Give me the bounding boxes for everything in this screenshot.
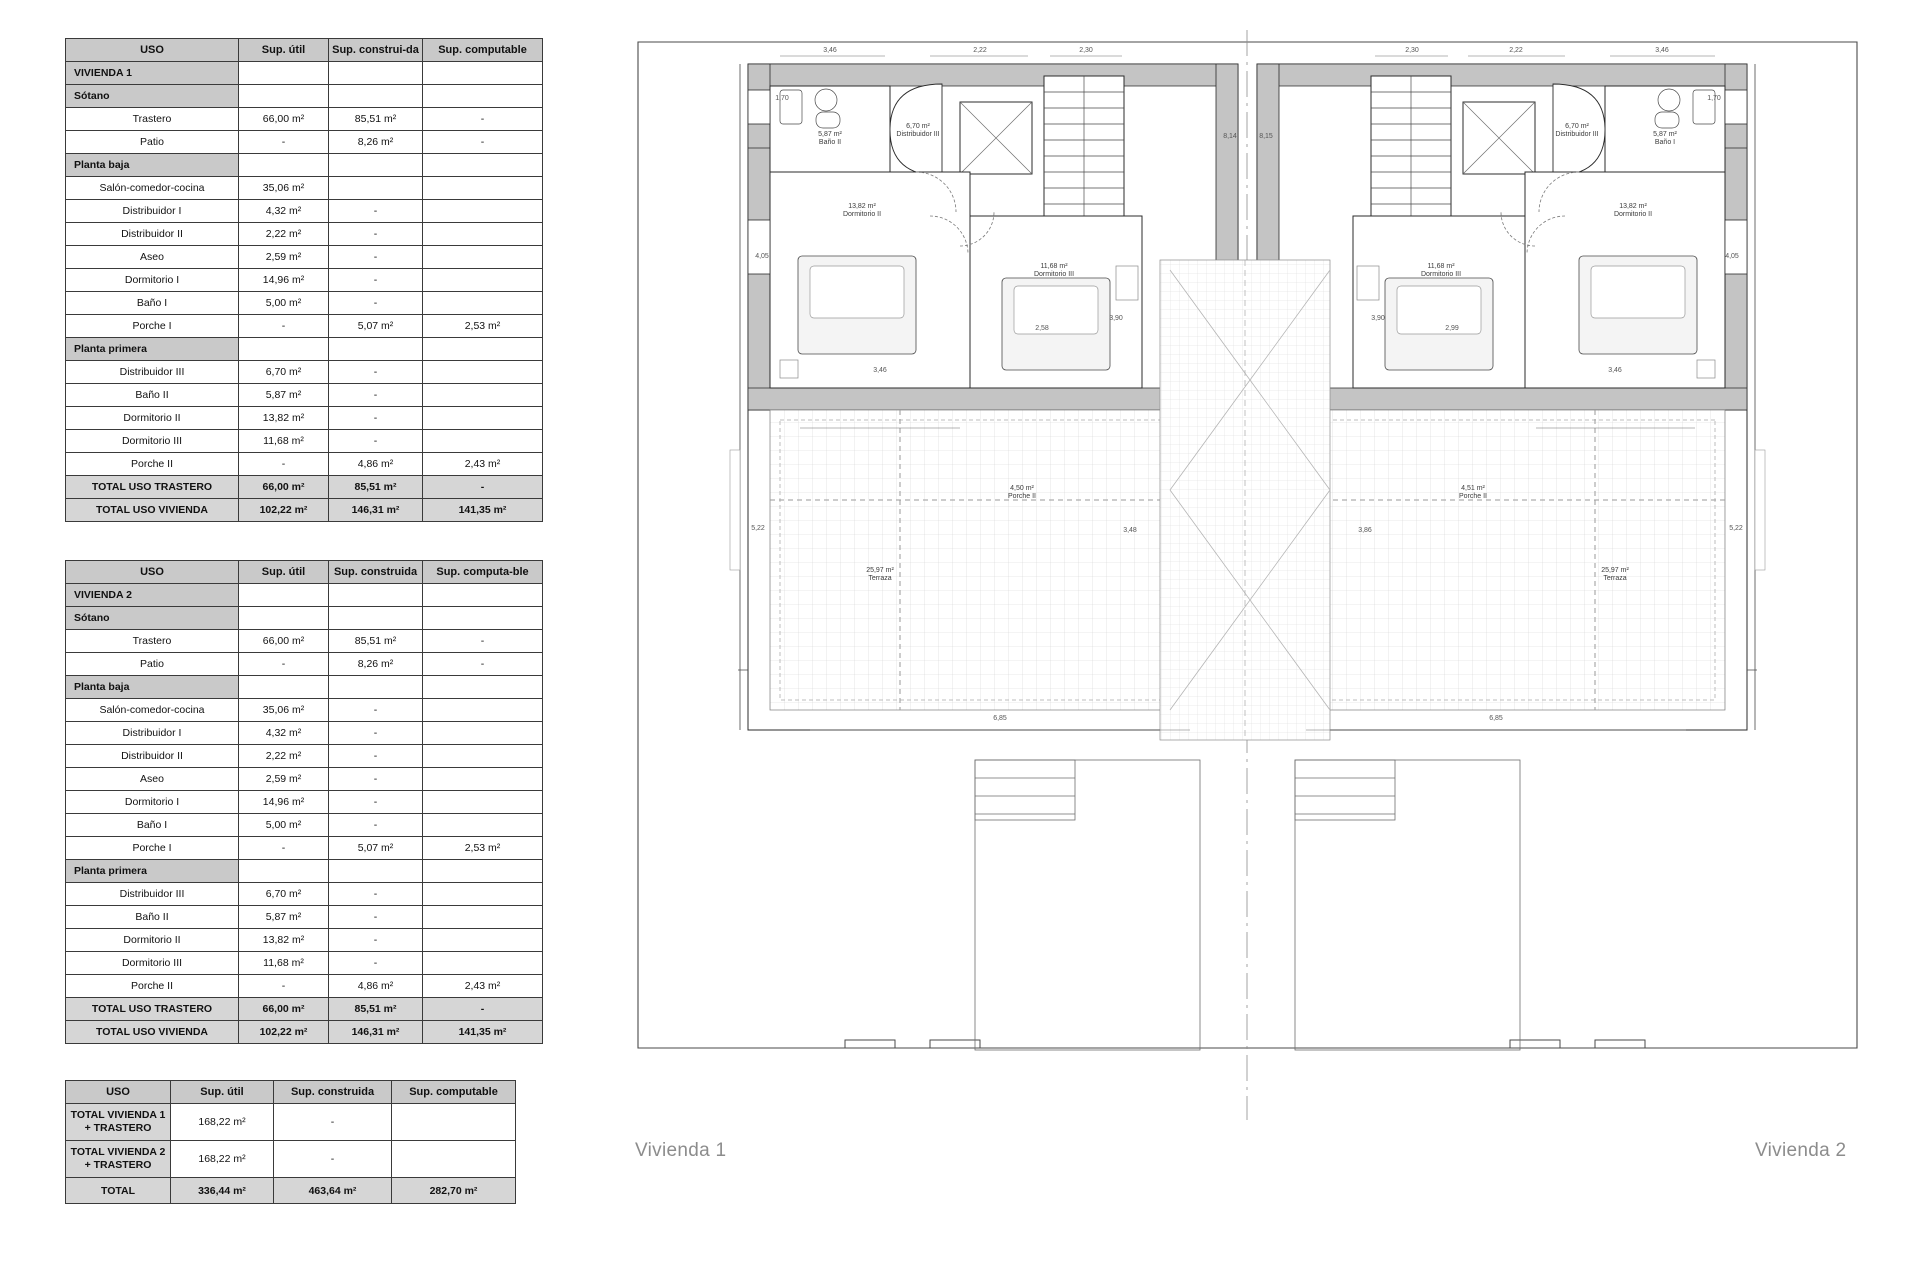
- table-row: Trastero 66,00 m² 85,51 m² -: [66, 630, 543, 653]
- svg-text:25,97 m²: 25,97 m²: [866, 567, 894, 574]
- svg-text:3,90: 3,90: [1371, 315, 1385, 322]
- table-row: Porche I - 5,07 m² 2,53 m²: [66, 315, 543, 338]
- svg-text:Terraza: Terraza: [868, 575, 892, 582]
- table-row: Sótano: [66, 85, 543, 108]
- table-total-row: TOTAL USO TRASTERO 66,00 m² 85,51 m² -: [66, 476, 543, 499]
- svg-text:3,46: 3,46: [1655, 47, 1669, 54]
- col-header-uso: USO: [66, 39, 239, 62]
- svg-text:6,85: 6,85: [1489, 715, 1503, 722]
- table-row: Distribuidor II 2,22 m² -: [66, 745, 543, 768]
- table-row: VIVIENDA 2: [66, 584, 543, 607]
- svg-text:Dormitorio II: Dormitorio II: [842, 211, 882, 218]
- table-row: Patio - 8,26 m² -: [66, 131, 543, 154]
- table-row: Dormitorio I 14,96 m² -: [66, 791, 543, 814]
- svg-text:5,22: 5,22: [751, 525, 765, 532]
- table-row: Baño II 5,87 m² -: [66, 384, 543, 407]
- table-row: Porche II - 4,86 m² 2,43 m²: [66, 975, 543, 998]
- svg-text:3,46: 3,46: [823, 47, 837, 54]
- svg-text:2,30: 2,30: [1405, 47, 1419, 54]
- caption-vivienda-1: Vivienda 1: [635, 1140, 727, 1161]
- table-row: Sótano: [66, 607, 543, 630]
- svg-text:Distribuidor III: Distribuidor III: [896, 131, 940, 138]
- table-row: Planta baja: [66, 676, 543, 699]
- svg-text:13,82 m²: 13,82 m²: [848, 203, 876, 210]
- col-header-util: Sup. útil: [239, 561, 329, 584]
- table-row: Distribuidor II 2,22 m² -: [66, 223, 543, 246]
- floor-plan-drawing: [630, 30, 1865, 1120]
- svg-text:3,46: 3,46: [873, 367, 887, 374]
- table-row: Distribuidor III 6,70 m² -: [66, 883, 543, 906]
- svg-text:Porche II: Porche II: [1458, 493, 1488, 500]
- svg-text:2,58: 2,58: [1035, 325, 1049, 332]
- col-header-construida: Sup. construida: [329, 561, 423, 584]
- svg-text:2,30: 2,30: [1079, 47, 1093, 54]
- table-total-row: TOTAL USO VIVIENDA 102,22 m² 146,31 m² 141,35 m²: [66, 1021, 543, 1044]
- col-header-util: Sup. útil: [171, 1081, 274, 1104]
- table-row: Salón-comedor-cocina 35,06 m² -: [66, 699, 543, 722]
- table-row: Distribuidor III 6,70 m² -: [66, 361, 543, 384]
- table-total-row: TOTAL 336,44 m² 463,64 m² 282,70 m²: [66, 1178, 516, 1204]
- svg-text:Dormitorio III: Dormitorio III: [1033, 271, 1075, 278]
- svg-text:3,86: 3,86: [1358, 527, 1372, 534]
- table-totals: [65, 1080, 516, 1204]
- table-row: Distribuidor I 4,32 m² -: [66, 722, 543, 745]
- svg-text:6,85: 6,85: [993, 715, 1007, 722]
- table-row: Dormitorio III 11,68 m² -: [66, 952, 543, 975]
- table-row: Porche I - 5,07 m² 2,53 m²: [66, 837, 543, 860]
- svg-text:5,87 m²: 5,87 m²: [1653, 131, 1677, 138]
- col-header-computable: Sup. computa-ble: [423, 561, 543, 584]
- table-total-row: TOTAL USO VIVIENDA 102,22 m² 146,31 m² 141,35 m²: [66, 499, 543, 522]
- table-row: Aseo 2,59 m² -: [66, 246, 543, 269]
- table-row: Baño II 5,87 m² -: [66, 906, 543, 929]
- svg-text:11,68 m²: 11,68 m²: [1427, 263, 1455, 270]
- svg-text:5,87 m²: 5,87 m²: [818, 131, 842, 138]
- svg-text:4,50 m²: 4,50 m²: [1010, 485, 1034, 492]
- col-header-computable: Sup. computable: [423, 39, 543, 62]
- table-header-row: [66, 561, 543, 584]
- svg-text:4,05: 4,05: [1725, 253, 1739, 260]
- table-row: VIVIENDA 1: [66, 62, 543, 85]
- col-header-construida: Sup. construi-da: [329, 39, 423, 62]
- table-header-row: [66, 1081, 516, 1104]
- col-header-uso: USO: [66, 561, 239, 584]
- col-header-uso: USO: [66, 1081, 171, 1104]
- table-row: Planta primera: [66, 338, 543, 361]
- table-total-row: TOTAL VIVIENDA 1 + TRASTERO 168,22 m² -: [66, 1104, 516, 1141]
- svg-text:3,46: 3,46: [1608, 367, 1622, 374]
- table-vivienda-2: [65, 560, 543, 1044]
- table-row: Baño I 5,00 m² -: [66, 814, 543, 837]
- table-row: Dormitorio II 13,82 m² -: [66, 929, 543, 952]
- svg-text:6,70 m²: 6,70 m²: [1565, 123, 1589, 130]
- table-row: Aseo 2,59 m² -: [66, 768, 543, 791]
- svg-text:Porche II: Porche II: [1007, 493, 1037, 500]
- table-total-row: TOTAL VIVIENDA 2 + TRASTERO 168,22 m² -: [66, 1141, 516, 1178]
- col-header-computable: Sup. computable: [392, 1081, 516, 1104]
- table-row: Baño I 5,00 m² -: [66, 292, 543, 315]
- table-row: Patio - 8,26 m² -: [66, 653, 543, 676]
- table-row: Salón-comedor-cocina 35,06 m²: [66, 177, 543, 200]
- svg-text:2,22: 2,22: [973, 47, 987, 54]
- svg-text:2,22: 2,22: [1509, 47, 1523, 54]
- svg-text:2,99: 2,99: [1445, 325, 1459, 332]
- svg-text:Terraza: Terraza: [1603, 575, 1627, 582]
- svg-text:1,70: 1,70: [775, 95, 789, 102]
- table-row: Dormitorio I 14,96 m² -: [66, 269, 543, 292]
- svg-text:6,70 m²: 6,70 m²: [906, 123, 930, 130]
- table-row: Planta primera: [66, 860, 543, 883]
- table-row: Porche II - 4,86 m² 2,43 m²: [66, 453, 543, 476]
- svg-text:8,14: 8,14: [1223, 133, 1237, 140]
- table-vivienda-1: [65, 38, 543, 522]
- table-row: Planta baja: [66, 154, 543, 177]
- table-row: Dormitorio II 13,82 m² -: [66, 407, 543, 430]
- table-total-row: TOTAL USO TRASTERO 66,00 m² 85,51 m² -: [66, 998, 543, 1021]
- table-row: Trastero 66,00 m² 85,51 m² -: [66, 108, 543, 131]
- col-header-util: Sup. útil: [239, 39, 329, 62]
- svg-text:1,70: 1,70: [1707, 95, 1721, 102]
- svg-text:Dormitorio III: Dormitorio III: [1420, 271, 1462, 278]
- svg-text:3,90: 3,90: [1109, 315, 1123, 322]
- svg-text:Baño I: Baño I: [1654, 139, 1676, 146]
- svg-text:5,22: 5,22: [1729, 525, 1743, 532]
- table-row: Dormitorio III 11,68 m² -: [66, 430, 543, 453]
- svg-text:4,05: 4,05: [755, 253, 769, 260]
- caption-vivienda-2: Vivienda 2: [1755, 1140, 1847, 1161]
- svg-text:8,15: 8,15: [1259, 133, 1273, 140]
- svg-text:11,68 m²: 11,68 m²: [1040, 263, 1068, 270]
- svg-text:3,48: 3,48: [1123, 527, 1137, 534]
- svg-text:13,82 m²: 13,82 m²: [1619, 203, 1647, 210]
- svg-text:25,97 m²: 25,97 m²: [1601, 567, 1629, 574]
- table-header-row: [66, 39, 543, 62]
- table-row: Distribuidor I 4,32 m² -: [66, 200, 543, 223]
- svg-text:Distribuidor III: Distribuidor III: [1555, 131, 1599, 138]
- svg-text:Dormitorio II: Dormitorio II: [1613, 211, 1653, 218]
- svg-text:4,51 m²: 4,51 m²: [1461, 485, 1485, 492]
- col-header-construida: Sup. construida: [274, 1081, 392, 1104]
- svg-text:Baño II: Baño II: [818, 139, 842, 146]
